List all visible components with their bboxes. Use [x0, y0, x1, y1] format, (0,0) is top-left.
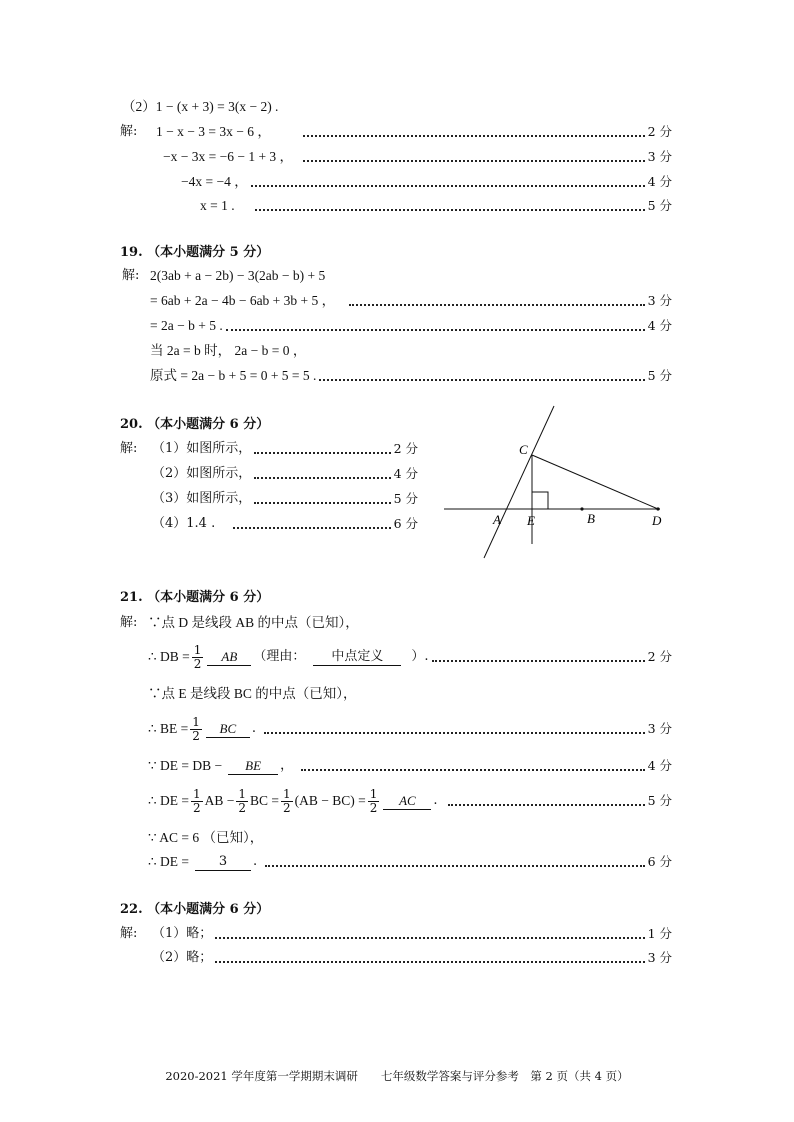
q19-final	[150, 365, 672, 387]
jie-label: 解:	[120, 124, 138, 139]
jie-label: 解:	[120, 615, 138, 630]
q22-item-1	[120, 923, 672, 945]
item-text: （4）1.4 .	[152, 516, 216, 531]
q21-line-7	[148, 827, 263, 849]
leader-dots	[303, 132, 645, 137]
punct: .	[252, 854, 258, 869]
leader-dots	[215, 958, 644, 963]
fraction-half: $\frac{1}{2}$	[369, 786, 378, 815]
q21-line-5	[148, 755, 672, 777]
q19-expr	[122, 265, 325, 287]
q19-step-2	[150, 315, 672, 337]
leader-dots	[301, 766, 644, 771]
segment-cd	[532, 455, 658, 509]
q22-heading	[120, 899, 269, 921]
q19-condition	[150, 340, 306, 362]
q18-step-2	[163, 146, 672, 168]
section-heading: 19. （本小题满分 5 分）	[120, 245, 270, 260]
reason-blank: 中点定义	[313, 649, 401, 666]
fraction-half: $\frac{1}{2}$	[238, 786, 246, 815]
score: 3 分	[647, 950, 672, 965]
jie-label: 解:	[120, 926, 138, 941]
score: 2 分	[393, 441, 418, 456]
term: BC =	[249, 793, 279, 808]
score: 4 分	[647, 758, 672, 773]
q19-step-1	[150, 290, 672, 312]
step-equation: = 6ab + 2a − 4b − 6ab + 3b + 5 ，	[150, 293, 336, 308]
leader-dots	[303, 157, 645, 162]
fraction-half: $\frac{1}{2}$	[282, 786, 291, 815]
leader-dots	[254, 474, 390, 479]
item-text: （2）略；	[152, 950, 213, 965]
score: 3 分	[647, 293, 672, 308]
score: 1 分	[647, 926, 672, 941]
right-angle-mark	[532, 492, 548, 509]
item-text: （2）如图所示，	[152, 466, 252, 481]
score: 5 分	[647, 368, 672, 383]
fraction-half: $\frac{1}{2}$	[192, 714, 200, 743]
punct: ，	[280, 758, 294, 773]
term: AB −	[204, 793, 235, 808]
fraction-half: $\frac{1}{2}$	[193, 642, 202, 671]
score: 5 分	[647, 198, 672, 213]
score: 3 分	[647, 721, 672, 736]
leader-dots	[254, 499, 390, 504]
reason-prefix: （理由：	[253, 649, 306, 664]
line-through-ac	[484, 406, 554, 558]
leader-dots	[233, 524, 390, 529]
expression: 2(3ab + a − 2b) − 3(2ab − b) + 5	[150, 268, 326, 283]
leader-dots	[254, 449, 390, 454]
q21-line-8	[148, 851, 672, 873]
score: 5 分	[647, 793, 672, 808]
step-equation: 1 − x − 3 = 3x − 6 ，	[156, 124, 271, 139]
q22-item-2	[152, 947, 672, 969]
q21-line-6	[148, 784, 672, 818]
score: 3 分	[647, 149, 672, 164]
step-equation: x = 1 .	[200, 198, 235, 213]
q20-item-4	[152, 513, 418, 535]
jie-label: 解:	[122, 268, 140, 283]
score: 4 分	[647, 174, 672, 189]
score: 5 分	[393, 491, 418, 506]
statement: ∴ BE =	[148, 721, 189, 736]
item-text: （1）如图所示，	[152, 441, 252, 456]
statement: ∵点 E 是线段 BC 的中点（已知），	[148, 686, 357, 701]
section-heading: 21. （本小题满分 6 分）	[120, 590, 270, 605]
condition: 当 2a = b 时， 2a − b = 0 ，	[150, 343, 307, 358]
page-footer: 2020-2021 学年度第一学期期末调研 七年级数学答案与评分参考 第 2 页（共 4 页）	[165, 1069, 629, 1083]
step-equation: −4x = −4 ，	[181, 174, 248, 189]
q21-line-1	[120, 612, 359, 634]
label-c: C	[519, 442, 528, 457]
term: (AB − BC) =	[294, 793, 366, 808]
q20-item-2	[152, 463, 418, 485]
leader-dots	[226, 326, 645, 331]
statement: ∵ DE = DB −	[148, 758, 223, 773]
leader-dots	[319, 376, 644, 381]
reason-suffix: ）.	[411, 649, 429, 664]
q20-item-1	[120, 438, 418, 460]
point-d	[656, 507, 659, 510]
answer-blank: BE	[228, 758, 278, 775]
step-equation: −x − 3x = −6 − 1 + 3 ，	[163, 149, 294, 164]
q18-2-question	[122, 96, 278, 118]
fraction-half: $\frac{1}{2}$	[192, 786, 201, 815]
leader-dots	[251, 182, 645, 187]
answer-blank: 3	[195, 854, 251, 871]
answer-blank: AB	[207, 649, 251, 666]
statement: ∴ DE =	[148, 854, 189, 869]
punct: .	[251, 721, 256, 736]
q19-heading	[120, 242, 269, 264]
q21-line-4	[148, 712, 672, 746]
statement: ∵ AC = 6 （已知），	[148, 830, 264, 845]
label-a: A	[493, 512, 501, 527]
answer-blank: AC	[383, 793, 431, 810]
q21-line-2	[148, 640, 672, 674]
section-heading: 22. （本小题满分 6 分）	[120, 902, 270, 917]
statement: ∴ DE =	[148, 793, 189, 808]
score: 6 分	[393, 516, 418, 531]
leader-dots	[264, 729, 645, 734]
label-e: E	[527, 513, 535, 528]
q18-step-3	[181, 171, 672, 193]
point-b	[580, 507, 583, 510]
leader-dots	[432, 657, 645, 662]
leader-dots	[255, 206, 645, 211]
jie-label: 解:	[120, 441, 138, 456]
q18-2-equation: （2）1 − (x + 3) = 3(x − 2) .	[122, 99, 279, 114]
leader-dots	[215, 934, 644, 939]
statement: ∴ DB =	[148, 649, 190, 664]
score: 2 分	[647, 649, 672, 664]
score: 4 分	[393, 466, 418, 481]
score: 2 分	[647, 124, 672, 139]
geometry-figure	[440, 404, 680, 564]
statement: ∵点 D 是线段 AB 的中点（已知），	[148, 615, 359, 630]
item-text: （3）如图所示，	[152, 491, 252, 506]
answer-blank: BC	[206, 721, 250, 738]
q18-step-4	[200, 195, 672, 217]
section-heading: 20. （本小题满分 6 分）	[120, 417, 270, 432]
leader-dots	[448, 801, 645, 806]
leader-dots	[349, 301, 644, 306]
score: 4 分	[647, 318, 672, 333]
leader-dots	[265, 862, 644, 867]
punct: .	[433, 793, 438, 808]
q18-step-1	[120, 121, 672, 143]
score: 6 分	[647, 854, 672, 869]
q21-heading	[120, 587, 269, 609]
q21-line-3	[148, 683, 357, 705]
label-d: D	[652, 513, 662, 528]
step-equation: 原式 = 2a − b + 5 = 0 + 5 = 5 .	[150, 368, 317, 383]
step-equation: = 2a − b + 5 .	[150, 318, 223, 333]
q20-item-3	[152, 488, 418, 510]
item-text: （1）略；	[152, 926, 213, 941]
q20-heading	[120, 414, 269, 436]
label-b: B	[587, 511, 595, 526]
